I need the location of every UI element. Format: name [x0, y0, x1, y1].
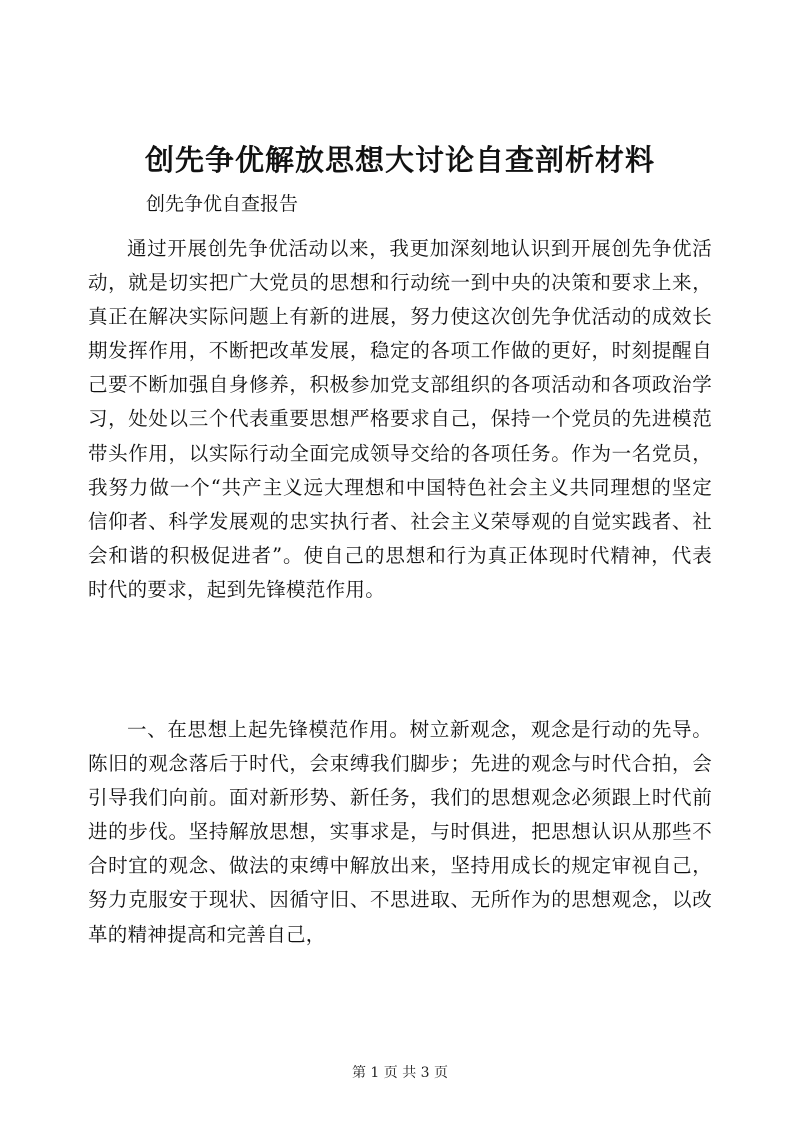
- page-number-footer: 第 1 页 共 3 页: [351, 1065, 449, 1081]
- body-paragraph-1: 通过开展创先争优活动以来，我更加深刻地认识到开展创先争优活动，就是切实把广大党员的思想和行动统一到中央的决策和要求上来，真正在解决实际问题上有新的进展，努力使这次创先争优活动的成效长期发挥作用，不断把改革发展，稳定的各项工作做的更好，时刻提醒自己要不断加强自身修养，积极参加党支部组织的各项活动和各项政治学习，处处以三个代表重要思想严格要求自己，保持一个党员的先进模范带头作用，以实际行动全面完成领导交给的各项任务。作为一名党员，我努力做一个“共产主义远大理想和中国特色社会主义共同理想的坚定信仰者、科学发展观的忠实执行者、社会主义荣辱观的自觉实践者、社会和谐的积极促进者”。使自己的思想和行为真正体现时代精神，代表时代的要求，起到先锋模范作用。: [88, 237, 712, 601]
- document-title: 创先争优解放思想大讨论自查剖析材料: [144, 143, 655, 177]
- body-paragraph-2: 一、在思想上起先锋模范作用。树立新观念，观念是行动的先导。陈旧的观念落后于时代，会束缚我们脚步；先进的观念与时代合拍，会引导我们向前。面对新形势、新任务，我们的思想观念必须跟上时代前进的步伐。坚持解放思想，实事求是，与时俱进，把思想认识从那些不合时宜的观念、做法的束缚中解放出来，坚持用成长的规定审视自己，努力克服安于现状、因循守旧、不思进取、无所作为的思想观念，以改革的精神提高和完善自己，: [88, 718, 712, 946]
- document-subtitle: 创先争优自查报告: [146, 193, 299, 215]
